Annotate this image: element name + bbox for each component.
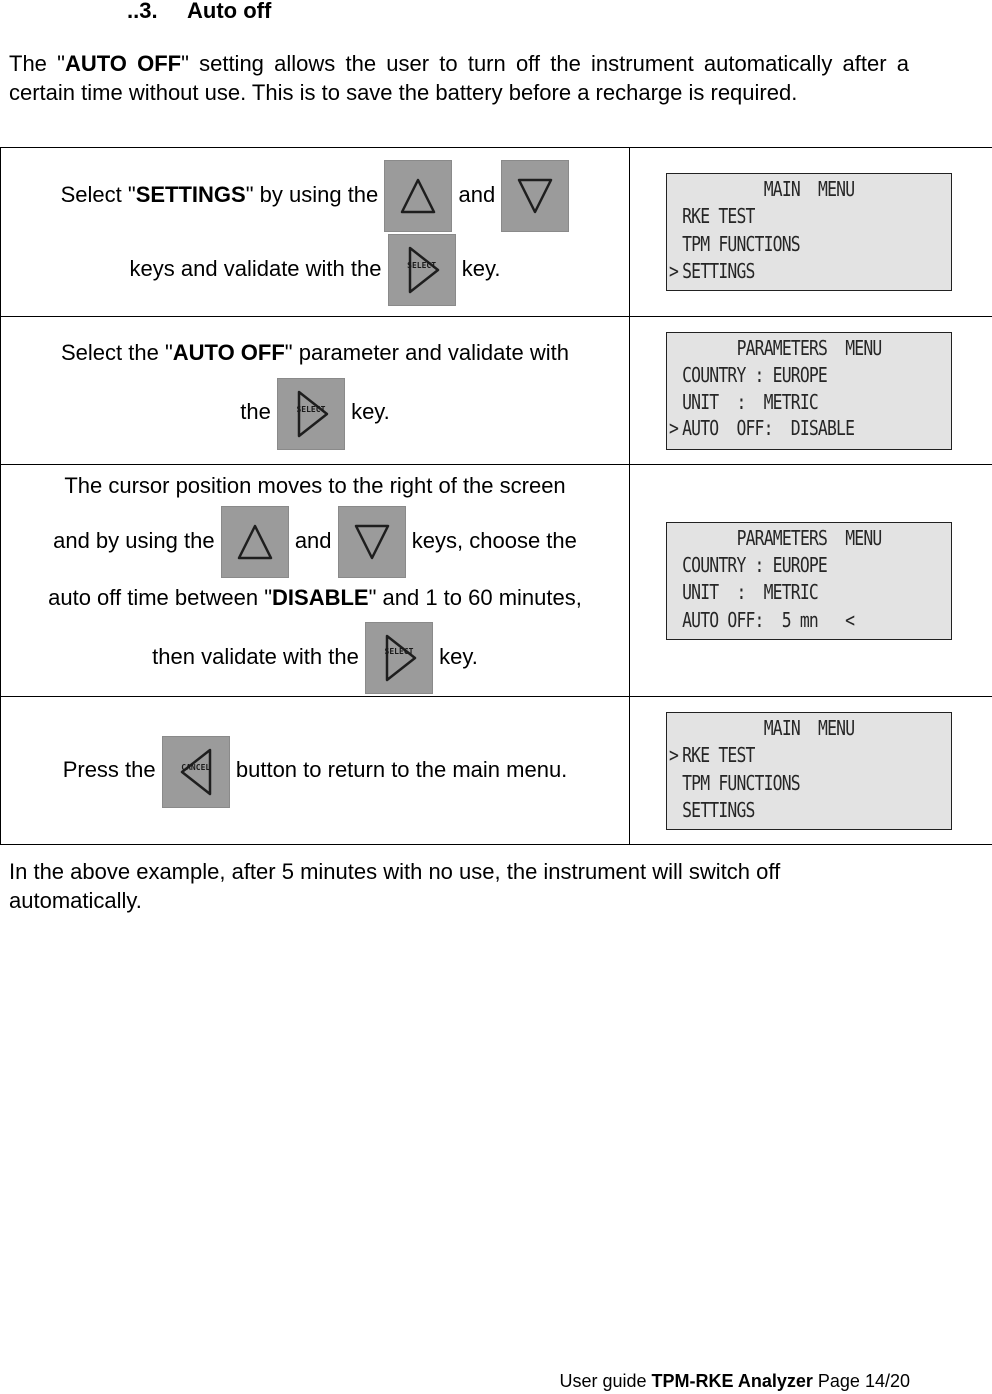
- lcd-screen: [666, 712, 952, 830]
- select-key: [388, 234, 456, 306]
- step-bold: AUTO OFF: [172, 340, 285, 366]
- step-text: key.: [439, 643, 478, 669]
- lcd-line: COUNTRY : EUROPE: [682, 362, 827, 387]
- step-text: and: [294, 527, 332, 553]
- step-text: " by using the: [245, 181, 379, 207]
- down-arrow-icon: [501, 160, 569, 232]
- step-screen: [630, 465, 992, 697]
- lcd-line: UNIT : METRIC: [682, 579, 818, 604]
- step-text: then validate with the: [152, 643, 359, 669]
- select-key: [365, 622, 433, 694]
- footer-product: TPM-RKE Analyzer: [651, 1371, 813, 1391]
- lcd-line: > SETTINGS: [669, 259, 755, 283]
- lcd-title: PARAMETERS MENU: [736, 335, 882, 360]
- step-screen: [630, 148, 992, 317]
- up-arrow-icon: [384, 160, 452, 232]
- select-key-label: SELECT: [407, 261, 437, 271]
- lcd-title: MAIN MENU: [763, 177, 855, 201]
- footer-text: User guide: [559, 1371, 652, 1391]
- intro-paragraph: [9, 49, 909, 107]
- step-text: " parameter and validate with: [284, 340, 569, 366]
- lcd-screen: [666, 173, 952, 291]
- step-text: key.: [461, 256, 501, 281]
- step-text: keys, choose the: [411, 527, 577, 553]
- step-screen: [630, 697, 992, 845]
- intro-text-pre: The ": [9, 51, 65, 76]
- lcd-line: SETTINGS: [682, 797, 755, 822]
- select-key: [277, 378, 345, 450]
- down-arrow-icon: [338, 506, 406, 578]
- step-row: [1, 697, 992, 845]
- step-text: and: [458, 181, 496, 207]
- lcd-cursor: >: [669, 259, 679, 283]
- section-number: ..3.: [127, 0, 158, 23]
- cancel-key: [162, 736, 230, 808]
- step-text: keys and validate with the: [129, 256, 382, 281]
- step-text: Select the ": [61, 340, 173, 366]
- up-arrow-icon: [221, 506, 289, 578]
- step-instruction: [1, 148, 630, 317]
- step-instruction: [1, 697, 630, 845]
- lcd-line: COUNTRY : EUROPE: [682, 552, 827, 577]
- step-text: button to return to the main menu.: [235, 757, 568, 783]
- outro-paragraph: In the above example, after 5 minutes with no use, the instrument will switch off automatically.: [9, 859, 781, 913]
- section-heading: [127, 0, 271, 24]
- lcd-title: MAIN MENU: [763, 715, 855, 740]
- lcd-line: TPM FUNCTIONS: [682, 232, 800, 256]
- step-instruction: [1, 465, 630, 697]
- step-text: The cursor position moves to the right of the screen: [64, 472, 566, 498]
- footer-page: Page 14/20: [812, 1371, 910, 1391]
- lcd-line: RKE TEST: [682, 204, 755, 228]
- lcd-title: PARAMETERS MENU: [736, 525, 882, 550]
- lcd-line: TPM FUNCTIONS: [682, 770, 800, 795]
- down-key: [338, 506, 406, 578]
- lcd-screen: [666, 332, 952, 450]
- step-instruction: [1, 317, 630, 465]
- lcd-cursor: >: [669, 742, 679, 767]
- down-key: [501, 160, 569, 232]
- step-text: key.: [351, 399, 390, 425]
- step-bold: SETTINGS: [135, 181, 246, 207]
- up-key: [221, 506, 289, 578]
- intro-text-bold: AUTO OFF: [64, 51, 182, 76]
- lcd-screen: [666, 522, 952, 640]
- steps-table: [0, 147, 992, 845]
- step-text: auto off time between ": [48, 584, 273, 610]
- step-text: " and 1 to 60 minutes,: [368, 584, 582, 610]
- step-screen: [630, 317, 992, 465]
- step-text: the: [240, 399, 271, 425]
- step-row: [1, 465, 992, 697]
- page-footer: [559, 1371, 910, 1392]
- intro-text-post: " setting allows the user to turn off the instrument automatically after a certain time without use. This is to save the battery before a recharge is required.: [9, 51, 910, 105]
- step-bold: DISABLE: [272, 584, 369, 610]
- select-key-label: SELECT: [296, 404, 326, 414]
- lcd-line: UNIT : METRIC: [682, 389, 818, 414]
- section-title: Auto off: [187, 0, 272, 23]
- lcd-line: > RKE TEST: [669, 742, 755, 767]
- step-text: and by using the: [53, 527, 215, 553]
- step-row: [1, 317, 992, 465]
- up-key: [384, 160, 452, 232]
- step-row: [1, 148, 992, 317]
- cancel-key-label: CANCEL: [181, 762, 211, 772]
- select-key-label: SELECT: [384, 646, 414, 656]
- lcd-cursor: >: [669, 415, 679, 440]
- lcd-line: AUTO OFF: 5 mn <: [682, 607, 855, 632]
- step-text: Press the: [62, 757, 156, 783]
- lcd-line: > AUTO OFF: DISABLE: [669, 415, 855, 440]
- step-text: Select ": [60, 181, 136, 207]
